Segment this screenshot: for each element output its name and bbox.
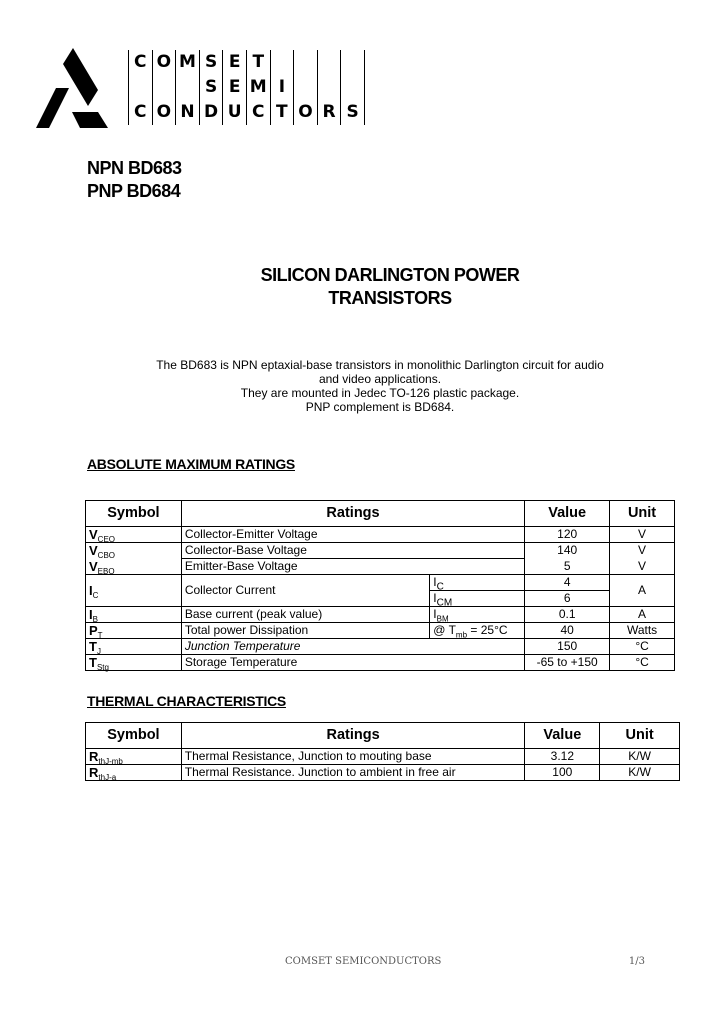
cell-cond	[430, 607, 525, 623]
value: -65 to +150	[536, 655, 598, 669]
cell-symbol	[86, 575, 182, 607]
table-header	[86, 723, 680, 749]
footer-company: COMSET SEMICONDUCTORS	[285, 956, 442, 967]
symbol: V	[89, 543, 98, 559]
cell-cond	[430, 575, 525, 591]
logo-letter: T	[247, 50, 271, 75]
logo-letter: U	[223, 100, 247, 125]
table-row	[86, 655, 675, 671]
header-symbol: Symbol	[86, 501, 182, 527]
cell-unit	[600, 749, 680, 765]
logo-letter: I	[271, 75, 295, 100]
header-unit: Unit	[610, 501, 675, 527]
doc-title-line1: SILICON DARLINGTON POWER	[260, 265, 520, 285]
logo-letter	[294, 75, 318, 100]
doc-title-line2: TRANSISTORS	[328, 288, 452, 308]
table-header	[86, 501, 675, 527]
unit: V	[638, 543, 647, 558]
value: 6	[563, 591, 571, 605]
cell-rating	[181, 543, 524, 559]
value: 5	[563, 558, 571, 573]
cond: I	[433, 591, 437, 605]
logo-letter: C	[247, 100, 271, 125]
cell-rating	[181, 749, 525, 765]
symbol: T	[89, 639, 97, 654]
unit: K/W	[628, 765, 651, 779]
symbol: V	[89, 558, 98, 574]
cell-value	[525, 623, 610, 639]
unit: °C	[635, 655, 649, 669]
symbol-subscript: CBO	[97, 551, 116, 561]
rating: Collector Current	[184, 583, 276, 597]
logo-letter	[318, 75, 342, 100]
rating: Junction Temperature	[184, 639, 301, 653]
logo-letter: E	[223, 75, 247, 100]
value: 4	[563, 575, 571, 589]
symbol-subscript: EBO	[97, 566, 115, 576]
thermal-table	[85, 722, 680, 781]
logo-letter: M	[176, 50, 200, 75]
symbol-subscript: Stg	[96, 663, 109, 672]
cell-cond	[430, 591, 525, 607]
rating: Thermal Resistance. Junction to ambient in free air	[184, 765, 456, 779]
abs-max-heading: ABSOLUTE MAXIMUM RATINGS	[87, 456, 295, 472]
cell-rating	[181, 575, 429, 607]
logo-letter	[128, 75, 153, 100]
logo-letter: C	[128, 100, 153, 125]
symbol: R	[89, 765, 99, 780]
symbol-subscript: CEO	[97, 535, 116, 544]
cell-value	[525, 655, 610, 671]
logo-letter: N	[176, 100, 200, 125]
header-cell: Ratings	[181, 723, 525, 749]
rating: Collector-Base Voltage	[184, 543, 307, 557]
cell-unit	[610, 527, 675, 543]
cell-unit	[610, 639, 675, 655]
cell-symbol	[86, 639, 182, 655]
rating: Collector-Emitter Voltage	[184, 527, 318, 541]
page-number: 1/3	[628, 956, 645, 967]
cell-cond	[430, 623, 525, 639]
cell-rating	[181, 527, 524, 543]
logo-row	[128, 100, 365, 125]
logo-row	[128, 50, 365, 75]
logo-letter: S	[200, 75, 224, 100]
cell-unit	[610, 543, 675, 559]
value: 140	[557, 543, 578, 558]
cell-rating	[181, 765, 525, 781]
cell-value	[525, 543, 610, 559]
symbol-subscript: thJ-mb	[98, 757, 123, 766]
cell-symbol	[86, 527, 182, 543]
cell-symbol	[86, 623, 182, 639]
cell-rating	[181, 655, 524, 671]
unit: A	[638, 583, 647, 597]
cell-symbol	[86, 543, 182, 559]
logo-letter: T	[271, 100, 295, 125]
npn-part: NPN BD683	[87, 158, 182, 178]
symbol-subscript: C	[92, 591, 99, 600]
logo-letter	[341, 50, 365, 75]
unit: V	[638, 558, 647, 573]
cell-rating	[181, 623, 429, 639]
cond-tail: = 25°C	[467, 623, 508, 637]
table-row	[86, 559, 675, 575]
cond: I	[433, 607, 437, 621]
cond: @ T	[433, 623, 456, 637]
cell-value	[525, 591, 610, 607]
header-value: Value	[525, 501, 610, 527]
logo-letter	[341, 75, 365, 100]
table-row	[86, 749, 680, 765]
cell-unit	[610, 655, 675, 671]
symbol: P	[89, 623, 98, 638]
logo-row	[128, 75, 365, 100]
cond-sub: BM	[436, 614, 449, 624]
header-cell: Value	[525, 723, 600, 749]
cell-unit	[610, 623, 675, 639]
value: 150	[557, 639, 578, 653]
cond: I	[433, 575, 437, 589]
cell-value	[525, 559, 610, 575]
unit: A	[638, 607, 647, 621]
cell-symbol	[86, 765, 182, 781]
logo-letter: S	[341, 100, 365, 125]
symbol: V	[89, 527, 98, 542]
cell-rating	[181, 639, 524, 655]
symbol-subscript: J	[96, 647, 101, 656]
rating: Base current (peak value)	[184, 607, 323, 621]
logo-letter	[176, 75, 200, 100]
logo-letter	[271, 50, 295, 75]
table-row	[86, 543, 675, 559]
unit: °C	[635, 639, 649, 653]
table-row	[86, 765, 680, 781]
desc-line: PNP complement is BD684.	[305, 400, 455, 414]
rating: Emitter-Base Voltage	[184, 559, 298, 573]
table-row	[86, 623, 675, 639]
cond-sub: mb	[455, 630, 468, 640]
cell-unit	[600, 765, 680, 781]
logo-letter: S	[200, 50, 224, 75]
symbol: I	[89, 583, 93, 598]
cell-unit	[610, 559, 675, 575]
unit: V	[638, 527, 647, 541]
logo-letter	[294, 50, 318, 75]
cond-sub: CM	[436, 597, 453, 609]
value: 100	[552, 765, 573, 779]
logo-letter	[153, 75, 177, 100]
table-row	[86, 607, 675, 623]
cell-rating	[181, 607, 429, 623]
cell-value	[525, 749, 600, 765]
cell-unit	[610, 575, 675, 607]
cell-value	[525, 765, 600, 781]
logo-letter: O	[153, 100, 177, 125]
table-row	[86, 527, 675, 543]
logo-letter: M	[247, 75, 271, 100]
unit: K/W	[628, 749, 651, 763]
header-cell: Unit	[600, 723, 680, 749]
value: 120	[557, 527, 578, 541]
logo-letter: O	[153, 50, 177, 75]
value: 40	[560, 623, 574, 637]
desc-line: They are mounted in Jedec TO-126 plastic package.	[240, 386, 520, 400]
cell-symbol	[86, 655, 182, 671]
value: 3.12	[550, 749, 574, 763]
table-row	[86, 575, 675, 591]
logo-letter	[318, 50, 342, 75]
cell-rating	[181, 559, 524, 575]
footer	[285, 956, 645, 968]
rating: Storage Temperature	[184, 655, 298, 669]
thermal-heading: THERMAL CHARACTERISTICS	[87, 693, 286, 709]
cell-unit	[610, 607, 675, 623]
logo-letter: C	[128, 50, 153, 75]
cond-sub: C	[436, 581, 444, 593]
logo-triangle-icon	[36, 48, 116, 128]
symbol: I	[89, 607, 93, 622]
symbol-subscript: thJ-a	[98, 773, 117, 782]
abs-max-table	[85, 500, 675, 671]
cell-value	[525, 575, 610, 591]
logo-letter: E	[223, 50, 247, 75]
logo-letter: O	[294, 100, 318, 125]
description	[90, 358, 670, 414]
symbol-subscript: B	[92, 615, 98, 624]
rating: Thermal Resistance, Junction to mouting base	[184, 749, 432, 763]
cell-value	[525, 527, 610, 543]
header-cell: Symbol	[86, 723, 182, 749]
desc-line: and video applications.	[318, 372, 442, 386]
cell-symbol	[86, 749, 182, 765]
value: 0.1	[558, 607, 576, 621]
header-ratings: Ratings	[181, 501, 524, 527]
cell-value	[525, 607, 610, 623]
cell-value	[525, 639, 610, 655]
table-row	[86, 639, 675, 655]
symbol: R	[89, 749, 99, 764]
logo-wordmark	[128, 50, 365, 125]
rating: Total power Dissipation	[184, 623, 309, 637]
unit: Watts	[626, 623, 658, 637]
cell-symbol	[86, 559, 182, 575]
cell-symbol	[86, 607, 182, 623]
logo-letter: R	[318, 100, 342, 125]
desc-line: The BD683 is NPN eptaxial-base transistors in monolithic Darlington circuit for audio	[156, 358, 604, 372]
logo-letter: D	[200, 100, 224, 125]
symbol: T	[89, 655, 97, 670]
pnp-part: PNP BD684	[87, 181, 181, 201]
symbol-subscript: T	[97, 631, 103, 640]
